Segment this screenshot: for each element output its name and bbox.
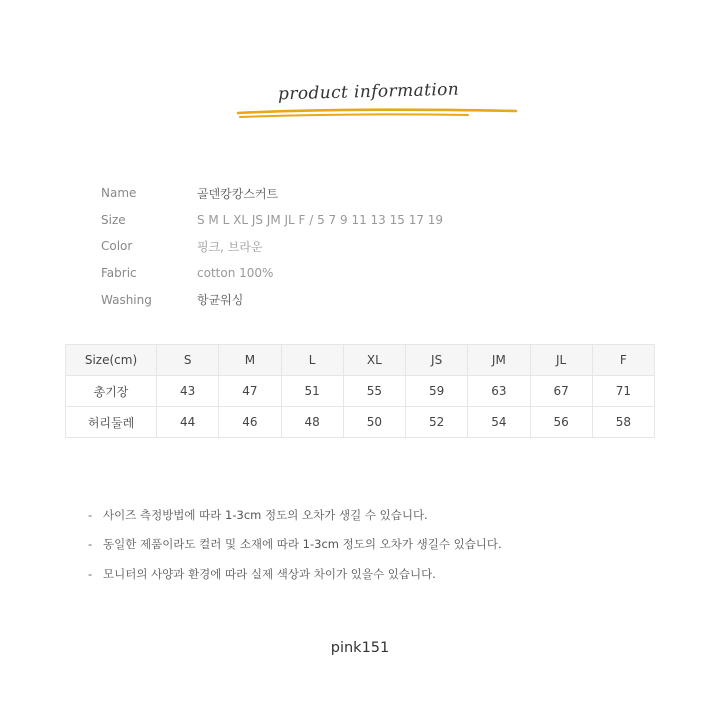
- table-cell: 43: [157, 376, 219, 407]
- note-text: 사이즈 측정방법에 따라 1-3cm 정도의 오차가 생길 수 있습니다.: [103, 507, 428, 522]
- info-row-fabric: [101, 260, 443, 287]
- table-row: [66, 407, 655, 438]
- info-row-color: [101, 233, 443, 260]
- table-cell: 50: [343, 407, 405, 438]
- info-label: Name: [101, 186, 137, 201]
- list-item: [88, 559, 502, 589]
- size-table-header-cell: M: [219, 345, 281, 376]
- info-row-size: [101, 207, 443, 234]
- note-bullet: -: [88, 507, 93, 522]
- info-row-washing: [101, 286, 443, 313]
- info-label: Size: [101, 212, 126, 227]
- table-cell: 총기장: [66, 376, 157, 407]
- product-info-list: [101, 180, 443, 313]
- table-cell: 59: [406, 376, 468, 407]
- info-label: Washing: [101, 292, 152, 307]
- heading-underline: [236, 106, 518, 122]
- size-table-header-cell: JM: [468, 345, 530, 376]
- info-value: 핑크, 브라운: [197, 239, 263, 254]
- list-item: [88, 500, 502, 530]
- table-cell: 67: [530, 376, 592, 407]
- table-cell: 46: [219, 407, 281, 438]
- table-cell: 63: [468, 376, 530, 407]
- size-table-header-cell: Size(cm): [66, 345, 157, 376]
- size-table-header-cell: XL: [343, 345, 405, 376]
- table-cell: 58: [592, 407, 654, 438]
- table-cell: 52: [406, 407, 468, 438]
- table-cell: 47: [219, 376, 281, 407]
- info-label: Fabric: [101, 266, 137, 281]
- table-cell: 허리둘레: [66, 407, 157, 438]
- note-bullet: -: [88, 537, 93, 552]
- info-row-name: [101, 180, 443, 207]
- note-bullet: -: [88, 566, 93, 581]
- note-text: 동일한 제품이라도 컬러 및 소재에 따라 1-3cm 정도의 오차가 생길수 있습니다.: [103, 537, 502, 552]
- size-table-header-cell: L: [281, 345, 343, 376]
- table-row: [66, 376, 655, 407]
- footer-product-code: pink151: [330, 640, 390, 656]
- size-table-header-row: [66, 345, 655, 376]
- table-cell: 56: [530, 407, 592, 438]
- size-table: [65, 344, 655, 438]
- table-cell: 71: [592, 376, 654, 407]
- section-heading: [236, 78, 516, 126]
- info-value: 골덴캉캉스커트: [197, 186, 279, 201]
- size-table-header-cell: JL: [530, 345, 592, 376]
- size-table-header-cell: F: [592, 345, 654, 376]
- size-table-header-cell: JS: [406, 345, 468, 376]
- heading-title: product information: [277, 79, 460, 105]
- list-item: [88, 530, 502, 560]
- table-cell: 48: [281, 407, 343, 438]
- info-value: cotton 100%: [197, 266, 274, 281]
- size-table-header-cell: S: [157, 345, 219, 376]
- info-label: Color: [101, 239, 133, 254]
- table-cell: 55: [343, 376, 405, 407]
- notes-list: [88, 500, 502, 589]
- table-cell: 51: [281, 376, 343, 407]
- info-value: S M L XL JS JM JL F / 5 7 9 11 13 15 17 19: [197, 212, 444, 227]
- table-cell: 44: [157, 407, 219, 438]
- note-text: 모니터의 사양과 환경에 따라 실제 색상과 차이가 있을수 있습니다.: [103, 566, 436, 581]
- table-cell: 54: [468, 407, 530, 438]
- info-value: 항균워싱: [197, 293, 244, 308]
